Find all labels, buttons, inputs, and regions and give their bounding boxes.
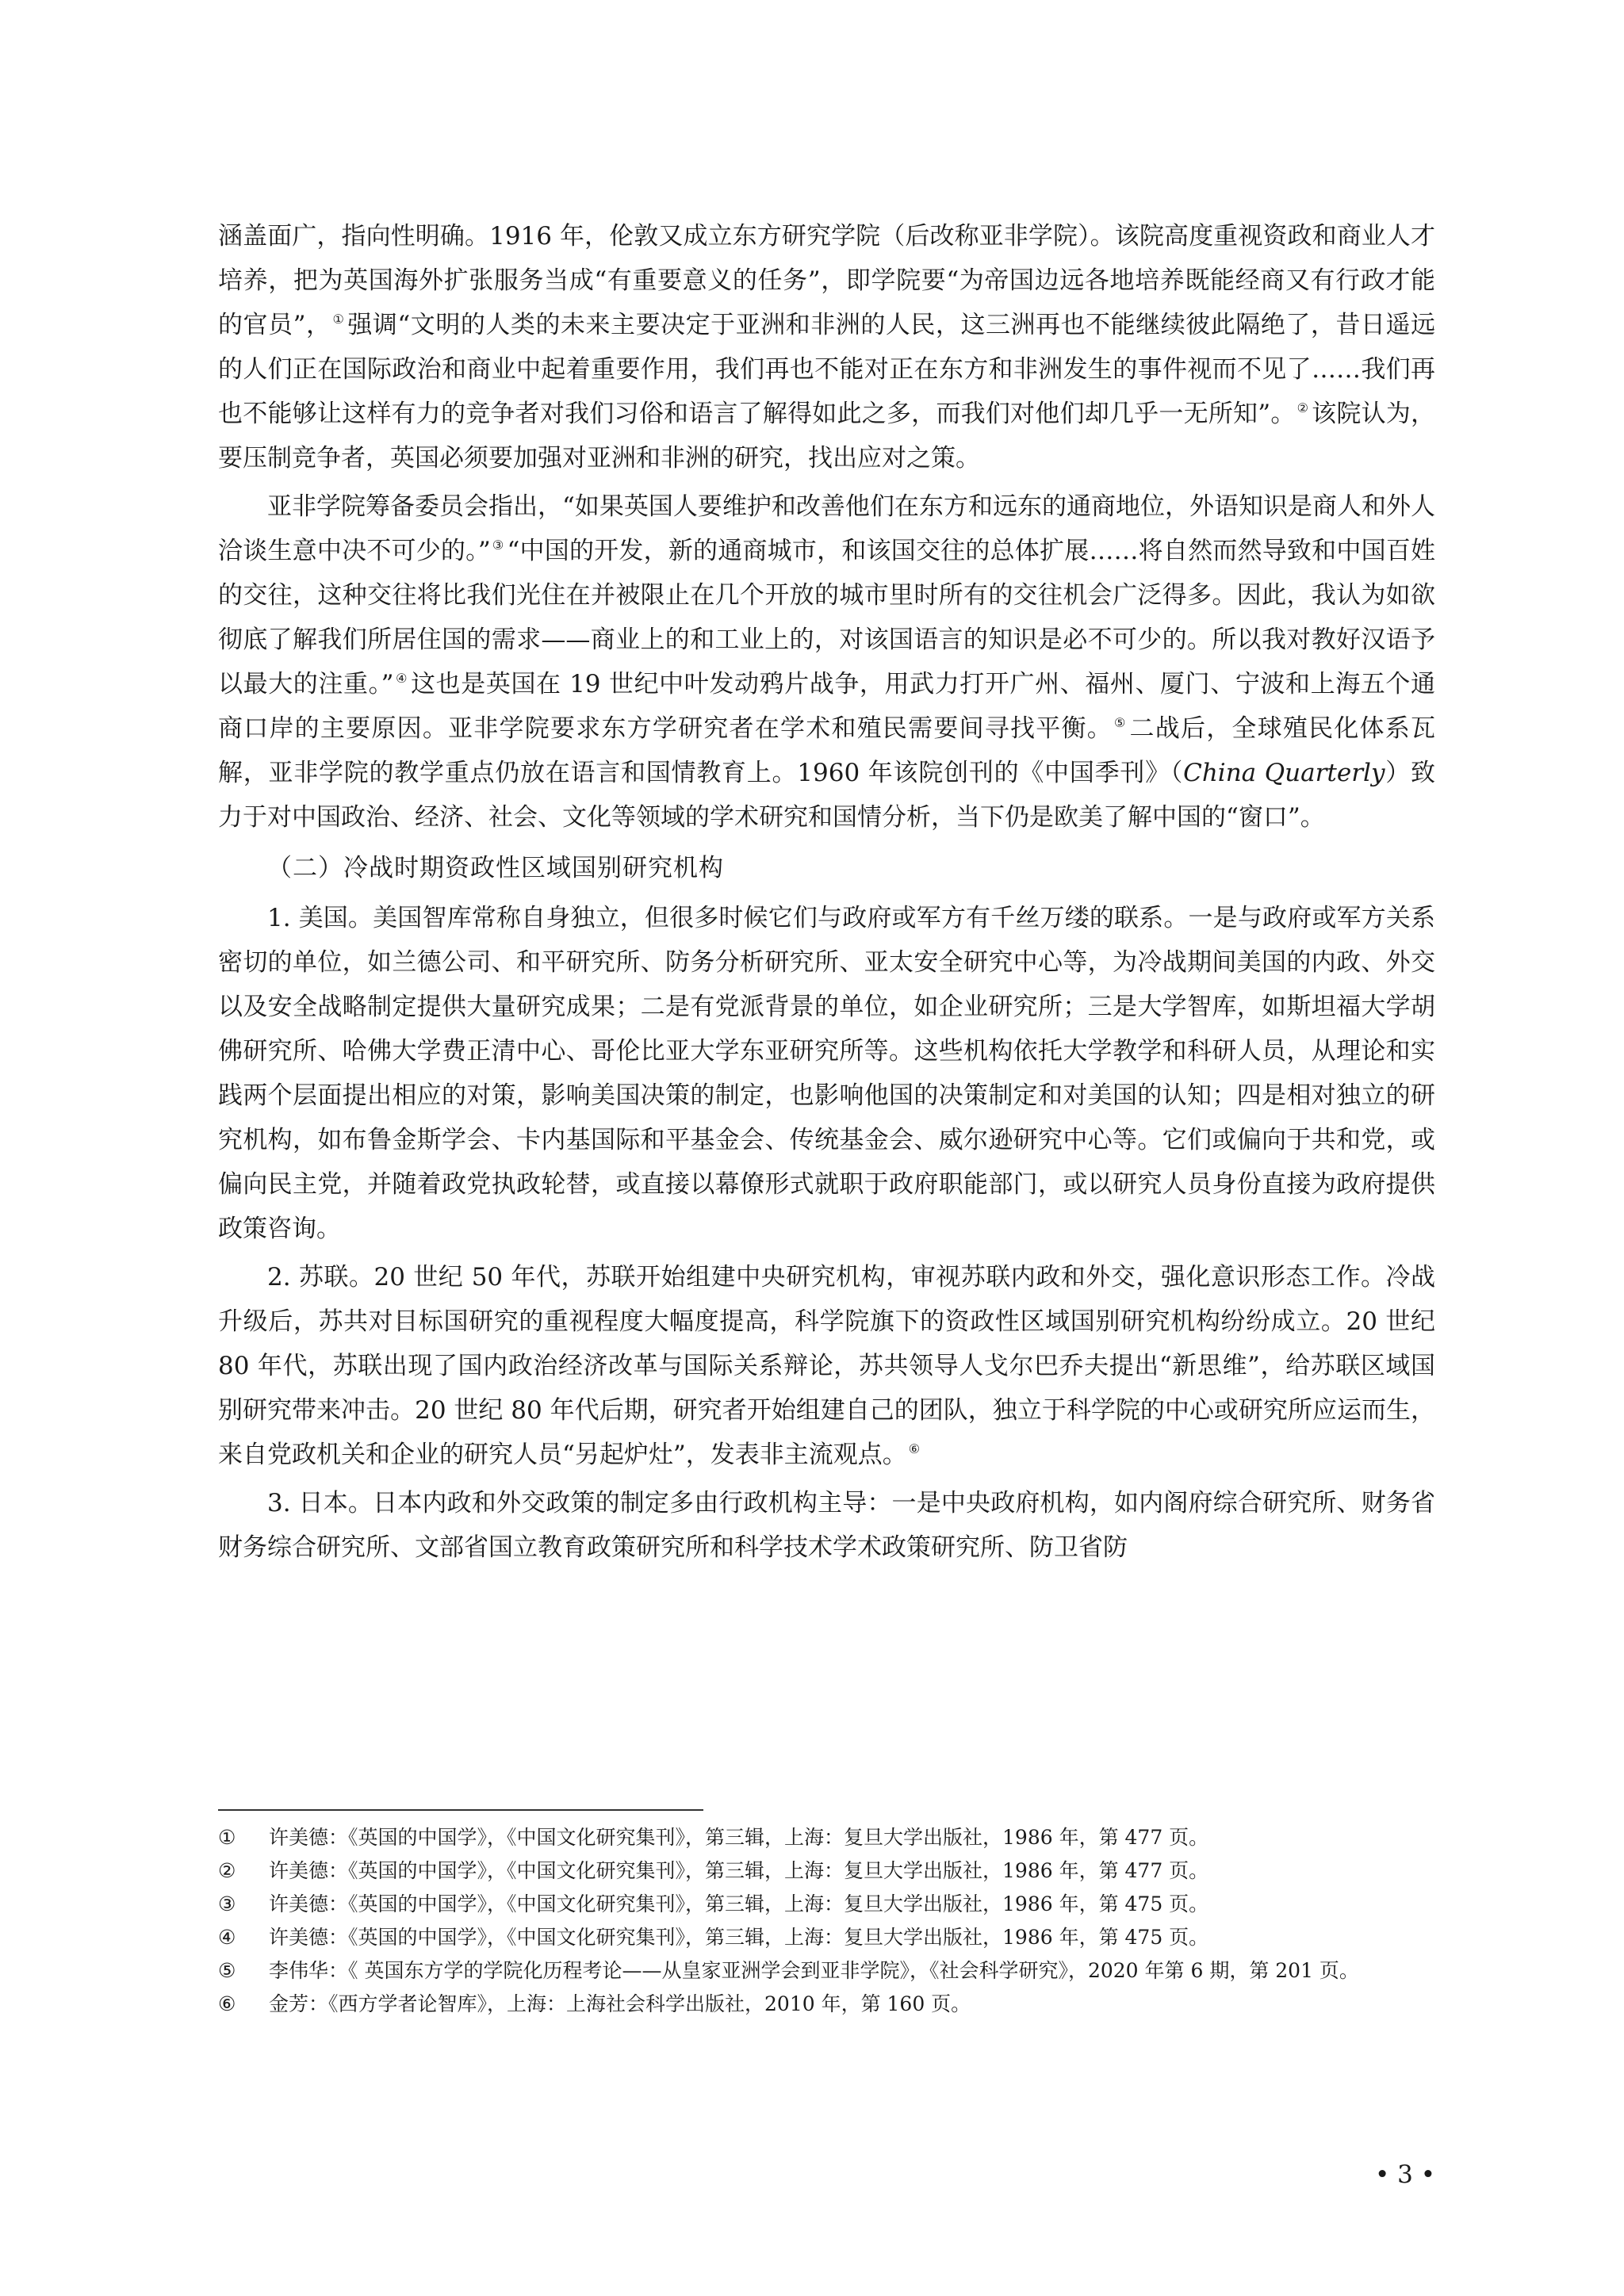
footnote-ref-3[interactable]: ③ [492,538,504,553]
paragraph-1: 涵盖面广，指向性明确。1916 年，伦敦又成立东方研究学院（后改称亚非学院）。该院高度重视资政和商业人才培养，把为英国海外扩张服务当成“有重要意义的任务”，即学院要“为帝国边远各地培养既能经商又有行政才能的官员”， ① 强调“文明的人类的未来主要决定于亚洲和非洲的人民，这三洲再也不能继续彼此隔绝了，昔日遥远的人们正在国际政治和商业中起着重要作用，我们再也不能对正在东方和非洲发生的事件视而不见了……我们再也不能够让这样有力的竞争者对我们习俗和语言了解得如此之多，而我们对他们却几乎一无所知”。 ② 该院认为，要压制竞争者，英国必须要加强对亚洲和非洲的研究，找出应对之策。 [218,222,1436,473]
footnotes [218,1823,1435,2023]
footnote-ref-2[interactable]: ② [1297,400,1309,415]
paragraph-2: 亚非学院筹备委员会指出，“如果英国人要维护和改善他们在东方和远东的通商地位，外语知识是商人和外人洽谈生意中决不可少的。” ③ “中国的开发，新的通商城市，和该国交往的总体扩展……将自然而然导致和中国百姓的交往，这种交往将比我们光住在并被限止在几个开放的城市里时所有的交往机会广泛得多。因此，我认为如欲彻底了解我们所居住国的需求——商业上的和工业上的，对该国语言的知识是必不可少的。所以我对教好汉语予以最大的注重。” ④ 这也是英国在 19 世纪中叶发动鸦片战争，用武力打开广州、福州、厦门、宁波和上海五个通商口岸的主要原因。亚非学院要求东方学研究者在学术和殖民需要间寻找平衡。 ⑤ 二战后，全球殖民化体系瓦解，亚非学院的教学重点仍放在语言和国情教育上。1960 年该院创刊的《中国季刊》（China Quarterly）致力于对中国政治、经济、社会、文化等领域的学术研究和国情分析，当下仍是欧美了解中国的“窗口”。 [218,492,1436,832]
footnote-item: ② 许美德：《英国的中国学》，《中国文化研究集刊》，第三辑，上海：复旦大学出版社，1986 年，第 477 页。 [218,1859,1209,1882]
section-heading: （二）冷战时期资政性区域国别研究机构 [267,854,724,882]
footnote-item: ⑤ 李伟华：《 英国东方学的学院化历程考论——从皇家亚洲学会到亚非学院》，《社会科学研究》，2020 年第 6 期，第 201 页。 [218,1959,1359,1982]
footnote-ref-4[interactable]: ④ [395,671,408,686]
footnote-item: ⑥ 金芳：《西方学者论智库》，上海：上海社会科学出版社，2010 年，第 160 页。 [218,1992,971,2015]
paragraph-usa: 1. 美国。美国智库常称自身独立，但很多时候它们与政府或军方有千丝万缕的联系。一是与政府或军方关系密切的单位，如兰德公司、和平研究所、防务分析研究所、亚太安全研究中心等，为冷战期间美国的内政、外交以及安全战略制定提供大量研究成果；二是有党派背景的单位，如企业研究所；三是大学智库，如斯坦福大学胡佛研究所、哈佛大学费正清中心、哥伦比亚大学东亚研究所等。这些机构依托大学教学和科研人员，从理论和实践两个层面提出相应的对策，影响美国决策的制定，也影响他国的决策制定和对美国的认知；四是相对独立的研究机构，如布鲁金斯学会、卡内基国际和平基金会、传统基金会、威尔逊研究中心等。它们或偏向于共和党，或偏向民主党，并随着政党执政轮替，或直接以幕僚形式就职于政府职能部门，或以研究人员身份直接为政府提供政策咨询。 [218,904,1435,1243]
footnote-ref-5[interactable]: ⑤ [1113,715,1127,730]
footnote-item: ④ 许美德：《英国的中国学》，《中国文化研究集刊》，第三辑，上海：复旦大学出版社，1986 年，第 475 页。 [218,1926,1209,1949]
footnote-item: ① 许美德：《英国的中国学》，《中国文化研究集刊》，第三辑，上海：复旦大学出版社，1986 年，第 477 页。 [218,1826,1209,1849]
footnote-divider [218,1809,703,1811]
paragraph-ussr: 2. 苏联。20 世纪 50 年代，苏联开始组建中央研究机构，审视苏联内政和外交，强化意识形态工作。冷战升级后，苏共对目标国研究的重视程度大幅度提高，科学院旗下的资政性区域国别研究机构纷纷成立。20 世纪 80 年代，苏联出现了国内政治经济改革与国际关系辩论，苏共领导人戈尔巴乔夫提出“新思维”，给苏联区域国别研究带来冲击。20 世纪 80 年代后期，研究者开始组建自己的团队，独立于科学院的中心或研究所应运而生，来自党政机关和企业的研究人员“另起炉灶”，发表非主流观点。 ⑥ [218,1263,1435,1469]
journal-title-english: China Quarterly [1183,759,1385,787]
footnote-item: ③ 许美德：《英国的中国学》，《中国文化研究集刊》，第三辑，上海：复旦大学出版社，1986 年，第 475 页。 [218,1892,1209,1915]
paragraph-japan: 3. 日本。日本内政和外交政策的制定多由行政机构主导：一是中央政府机构，如内阁府综合研究所、财务省财务综合研究所、文部省国立教育政策研究所和科学技术学术政策研究所、防卫省防 [218,1489,1435,1562]
footnote-ref-6[interactable]: ⑥ [908,1441,921,1456]
article-body [218,214,1435,1570]
page-number: • 3 • [1374,2160,1435,2189]
footnote-ref-1[interactable]: ① [332,312,345,327]
